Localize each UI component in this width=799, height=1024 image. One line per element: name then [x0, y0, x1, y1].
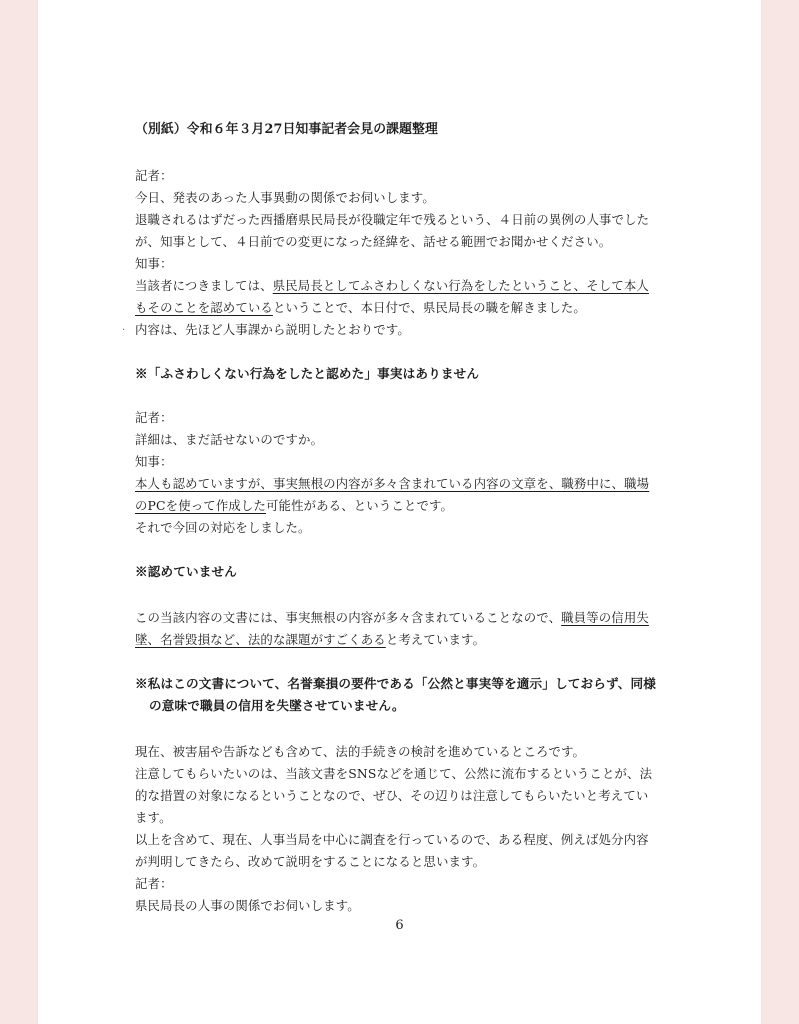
paragraph-line: 現在、被害届や告訴なども含めて、法的手続きの検討を進めているところです。	[135, 744, 586, 759]
paragraph-line: 以上を含めて、現在、人事当局を中心に調査を行っているので、ある程度、例えば処分内容	[135, 832, 649, 847]
question-line: 県民局長の人事の関係でお伺いします。	[135, 898, 360, 913]
page-number: 6	[395, 918, 404, 933]
paragraph-line: が判明してきたら、改めて説明をすることになると思います。	[135, 854, 486, 869]
answer-text: 可能性がある、ということです。	[265, 498, 454, 513]
answer-line	[135, 275, 695, 297]
answer-line: それで今回の対応をしました。	[135, 520, 311, 535]
paragraph-line: 的な措置の対象になるということなので、ぜひ、その辺りは注意してもらいたいと考えてい	[135, 788, 649, 803]
underlined-text: 職員等の信用失	[561, 610, 649, 625]
document-title: （別紙）令和６年３月27日知事記者会見の課題整理	[135, 122, 438, 137]
question-line: が、知事として、４日前での変更になった経緯を、話せる範囲でお聞かせください。	[135, 234, 612, 249]
question-line: 今日、発表のあった人事異動の関係でお伺いします。	[135, 190, 435, 205]
underlined-text: 本人も認めていますが、事実無根の内容が多々含まれている内容の文章を、職務中に、職場	[135, 476, 650, 491]
annotation-note: ※認めていません	[135, 564, 237, 579]
document-body	[135, 119, 695, 917]
question-line: 詳細は、まだ話せないのですか。	[135, 432, 324, 447]
underlined-text: 墜、名誉毀損など、法的な課題がすごくある	[135, 632, 386, 647]
paragraph-line: ます。	[135, 810, 172, 825]
speaker-governor: 知事：	[135, 454, 173, 469]
annotation-note: の意味で職員の信用を失墜させていません。	[149, 698, 405, 713]
answer-line	[135, 473, 695, 495]
speaker-governor: 知事：	[135, 256, 173, 271]
annotation-note: ※私はこの文書について、名誉棄損の要件である「公然と事実等を適示」しておらず、同様	[135, 676, 656, 691]
paragraph-line	[135, 629, 695, 651]
document-page	[38, 0, 761, 1024]
underlined-text: もそのことを認めている	[135, 300, 273, 315]
answer-text: 当該者につきましては、	[135, 278, 273, 293]
underlined-text: のPCを使って作成した	[135, 498, 266, 513]
paragraph-text: この当該内容の文書には、事実無根の内容が多々含まれていることなので、	[135, 610, 562, 625]
paragraph-line: 注意してもらいたいのは、当該文書をSNSなどを通じて、公然に流布するということが、法	[135, 766, 653, 781]
answer-line: 内容は、先ほど人事課から説明したとおりです。	[135, 322, 410, 337]
paragraph-line	[135, 607, 695, 629]
underlined-text: 県民局長としてふさわしくない行為をしたということ、そして本人	[272, 278, 649, 293]
speaker-reporter: 記者：	[135, 168, 173, 183]
annotation-note: ※「ふさわしくない行為をしたと認めた」事実はありません	[135, 366, 480, 381]
scan-speck: ·	[122, 325, 126, 336]
answer-text: ということで、本日付で、県民局長の職を解きました。	[272, 300, 586, 315]
question-line: 退職されるはずだった西播磨県民局長が役職定年で残るという、４日前の異例の人事でした	[135, 212, 650, 227]
speaker-reporter: 記者：	[135, 876, 173, 891]
paragraph-text: と考えています。	[385, 632, 486, 647]
speaker-reporter: 記者：	[135, 410, 173, 425]
answer-line	[135, 297, 695, 319]
answer-line	[135, 495, 695, 517]
